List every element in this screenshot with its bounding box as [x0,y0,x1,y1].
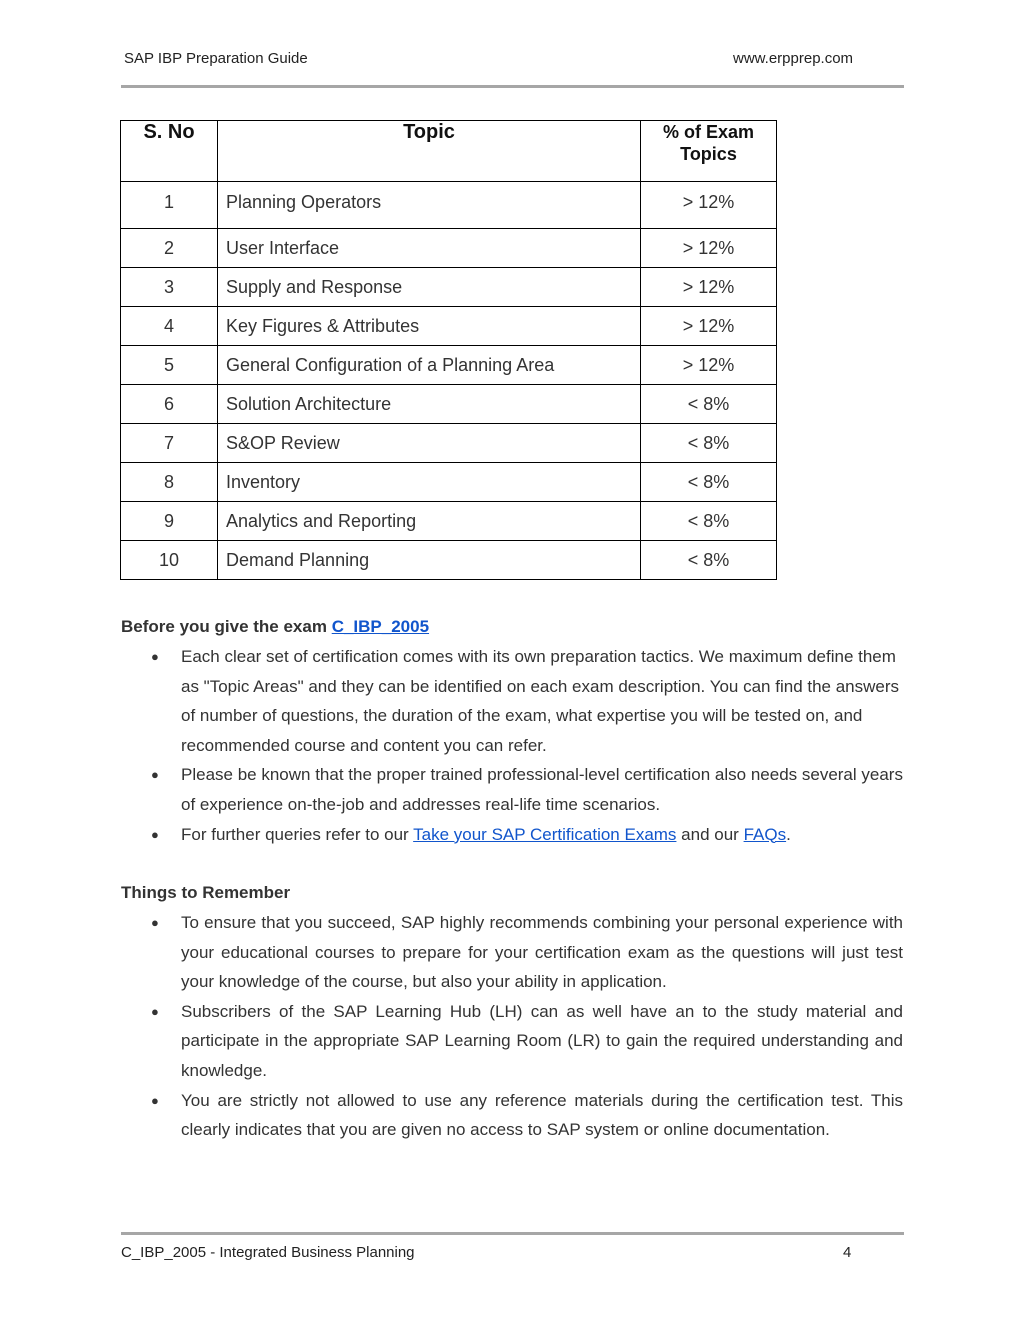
table-row [121,385,777,424]
table-row [121,502,777,541]
row-topic: Key Figures & Attributes [218,307,641,346]
header-divider [121,85,904,88]
list-item [121,642,903,760]
row-topic: Solution Architecture [218,385,641,424]
row-number: 1 [121,182,218,229]
row-number: 7 [121,424,218,463]
bullet-icon: ● [151,1092,159,1108]
table-row [121,268,777,307]
before-exam-list [121,642,903,849]
row-number: 3 [121,268,218,307]
footer-title: C_IBP_2005 - Integrated Business Planning [121,1244,415,1261]
column-header-sno: S. No [121,121,218,182]
queries-middle: and our [681,824,739,844]
bullet-icon: ● [151,915,159,930]
table-row [121,541,777,580]
row-number: 10 [121,541,218,580]
list-item [121,1086,903,1145]
bullet-text: To ensure that you succeed, SAP highly recommends combining your personal experience with your educational courses to prepare for your certification exam as the questions will just test your knowledge of the course, but also your ability in application. [181,913,903,992]
row-number: 6 [121,385,218,424]
exam-topics-table [120,120,777,580]
header-website: www.erpprep.com [733,50,854,67]
bullet-text: Please be known that the proper trained professional-level certification also needs several years of experience on-the-job and addresses real-life time scenarios. [181,765,903,814]
row-number: 5 [121,346,218,385]
exam-code-link[interactable]: C_IBP_2005 [331,617,430,636]
row-topic: Supply and Response [218,268,641,307]
before-exam-heading [121,617,429,637]
things-to-remember-heading: Things to Remember [121,883,291,902]
page-number: 4 [843,1244,852,1261]
row-topic: Planning Operators [218,182,641,229]
header-title: SAP IBP Preparation Guide [124,50,308,67]
row-topic: User Interface [218,229,641,268]
row-topic: General Configuration of a Planning Area [218,346,641,385]
row-percent: > 12% [641,229,777,268]
row-percent: < 8% [641,424,777,463]
certification-exams-link[interactable]: Take your SAP Certification Exams [413,824,677,844]
list-item [121,908,903,997]
bullet-icon: ● [151,1003,159,1019]
table-row [121,182,777,229]
percent-header-line2: Topics [680,144,737,164]
table-row [121,346,777,385]
row-topic: Analytics and Reporting [218,502,641,541]
faqs-link[interactable]: FAQs [743,824,787,844]
row-number: 4 [121,307,218,346]
table-row [121,307,777,346]
before-exam-title: Before you give the exam [121,617,327,636]
row-number: 9 [121,502,218,541]
bullet-text: You are strictly not allowed to use any reference materials during the certification test. This clearly indicates that you are given no access to SAP system or online documentation. [181,1090,903,1140]
row-number: 2 [121,229,218,268]
row-topic: Inventory [218,463,641,502]
list-item [121,760,903,819]
row-percent: < 8% [641,541,777,580]
footer-divider [121,1232,904,1235]
column-header-topic: Topic [218,121,641,182]
row-percent: > 12% [641,268,777,307]
bullet-icon: ● [151,767,159,783]
bullet-text: Each clear set of certification comes with its own preparation tactics. We maximum define them as "Topic Areas" and they can be identified on each exam description. You can find the answers of number of questions, the duration of the exam, what expertise you will be tested on, and recommended course and content you can refer. [181,647,900,755]
row-topic: Demand Planning [218,541,641,580]
bullet-text: Subscribers of the SAP Learning Hub (LH) can as well have an to the study material and participate in the appropriate SAP Learning Room (LR) to gain the required understanding and knowledge. [181,1001,903,1080]
percent-header-line1: % of Exam [662,122,755,142]
table-header-row [121,121,777,182]
row-percent: > 12% [641,182,777,229]
table-row [121,463,777,502]
queries-prefix: For further queries refer to our [181,824,409,844]
table-row [121,424,777,463]
column-header-percent [641,121,777,182]
list-item [121,997,903,1086]
list-item [121,820,903,850]
row-percent: > 12% [641,307,777,346]
bullet-icon: ● [151,826,159,842]
row-percent: < 8% [641,385,777,424]
row-percent: > 12% [641,346,777,385]
bullet-icon: ● [151,649,159,664]
things-to-remember-list [121,908,903,1145]
queries-suffix: . [786,824,791,844]
row-percent: < 8% [641,463,777,502]
row-topic: S&OP Review [218,424,641,463]
row-number: 8 [121,463,218,502]
table-row [121,229,777,268]
row-percent: < 8% [641,502,777,541]
